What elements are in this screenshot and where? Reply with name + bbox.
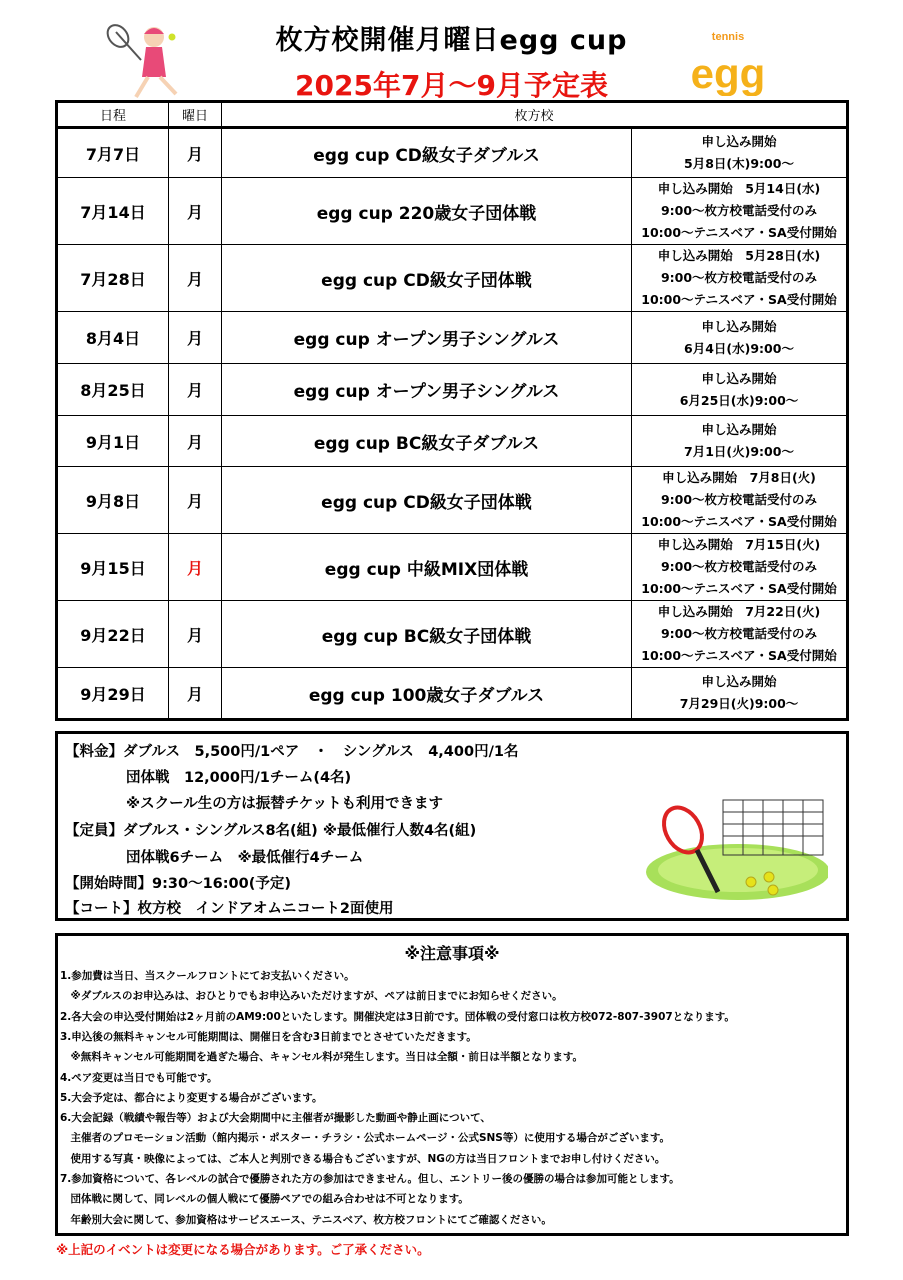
registration-line: 申し込み開始 7月8日(火)	[662, 470, 816, 485]
row-date: 7月28日	[57, 245, 169, 312]
row-registration-info	[632, 178, 848, 245]
row-registration-info	[632, 467, 848, 534]
notice-line: 3.申込後の無料キャンセル可能期間は、開催日を含む3日前までとさせていただきます。	[60, 1030, 477, 1043]
row-event: egg cup オープン男子シングルス	[222, 312, 632, 364]
notice-line: 2.各大会の申込受付開始は2ヶ月前のAM9:00といたします。開催決定は3日前です。団体戦の受付窓口は枚方校072-807-3907となります。	[60, 1010, 735, 1023]
page-subtitle: 2025年7月～9月予定表	[295, 69, 608, 102]
registration-line: 6月25日(水)9:00～	[679, 392, 799, 408]
capacity-team-line: 団体戦6チーム ※最低催行4チーム	[126, 850, 364, 866]
row-event: egg cup CD級女子団体戦	[222, 467, 632, 534]
row-event: egg cup BC級女子団体戦	[222, 601, 632, 668]
registration-line: 申し込み開始	[701, 134, 777, 149]
tennis-player-illustration	[106, 22, 196, 102]
notice-line: 4.ペア変更は当日でも可能です。	[60, 1071, 218, 1084]
notice-line: ※ダブルスのお申込みは、おひとりでもお申込みいただけますが、ペアは前日までにお知らせください。	[60, 990, 563, 1003]
table-row	[57, 601, 848, 668]
row-date: 9月8日	[57, 467, 169, 534]
table-row	[57, 467, 848, 534]
table-row	[57, 534, 848, 601]
table-row	[57, 416, 848, 467]
page-title: 枚方校開催月曜日egg cup	[275, 25, 628, 56]
fee-team-line: 団体戦 12,000円/1チーム(4名)	[126, 770, 352, 786]
court-line: 【コート】枚方校 インドアオムニコート2面使用	[65, 901, 394, 917]
row-event: egg cup 220歳女子団体戦	[222, 178, 632, 245]
registration-line: 10:00～テニスベア・SA受付開始	[641, 292, 837, 307]
column-header-school: 枚方校	[222, 102, 848, 128]
fee-note-line: ※スクール生の方は振替チケットも利用できます	[126, 796, 443, 812]
row-day: 月	[169, 178, 222, 245]
registration-line: 申し込み開始	[701, 674, 777, 689]
notice-heading: ※注意事項※	[404, 944, 500, 963]
row-date: 9月22日	[57, 601, 169, 668]
fee-line: 【料金】ダブルス 5,500円/1ペア ・ シングルス 4,400円/1名	[65, 744, 519, 760]
table-row	[57, 364, 848, 416]
registration-line: 10:00～テニスベア・SA受付開始	[641, 514, 837, 529]
row-registration-info	[632, 416, 848, 467]
row-day: 月	[169, 245, 222, 312]
registration-line: 9:00～枚方校電話受付のみ	[660, 203, 818, 218]
registration-line: 申し込み開始	[701, 370, 777, 386]
row-event: egg cup CD級女子団体戦	[222, 245, 632, 312]
capacity-line: 【定員】ダブルス・シングルス8名(組) ※最低催行人数4名(組)	[65, 823, 477, 839]
row-day: 月	[169, 364, 222, 416]
row-day: 月	[169, 534, 222, 601]
notice-line: 使用する写真・映像によっては、ご本人と判別できる場合もございますが、NGの方は当日フロントまでお申し付けください。	[60, 1152, 666, 1165]
notice-line: ※無料キャンセル可能期間を過ぎた場合、キャンセル料が発生します。当日は全額・前日は半額となります。	[60, 1051, 584, 1064]
notice-line: 7.参加資格について、各レベルの試合で優勝された方の参加はできません。但し、エントリー後の優勝の場合は参加可能とします。	[60, 1173, 680, 1185]
row-event: egg cup BC級女子ダブルス	[222, 416, 632, 467]
registration-line: 7月29日(火)9:00～	[679, 696, 799, 711]
notice-line: 年齢別大会に関して、参加資格はサービスエース、テニスベア、枚方校フロントにてご確認ください。	[60, 1213, 552, 1226]
notice-line: 主催者のプロモーション活動（館内掲示・ポスター・チラシ・公式ホームページ・公式SNS等）に使用する場合がございます。	[60, 1132, 671, 1145]
svg-text:tennis: tennis	[711, 31, 745, 43]
registration-line: 申し込み開始 7月15日(火)	[657, 537, 821, 552]
row-registration-info	[632, 128, 848, 178]
egg-logo-icon	[688, 26, 768, 96]
column-header-date: 日程	[57, 102, 169, 128]
registration-line: 9:00～枚方校電話受付のみ	[660, 492, 818, 507]
registration-line: 申し込み開始 5月14日(水)	[657, 181, 821, 196]
registration-line: 申し込み開始	[701, 318, 777, 334]
table-row	[57, 128, 848, 178]
row-day: 月	[169, 601, 222, 668]
row-registration-info	[632, 364, 848, 416]
registration-line: 10:00～テニスベア・SA受付開始	[641, 648, 837, 663]
registration-line: 9:00～枚方校電話受付のみ	[660, 626, 818, 641]
registration-line: 申し込み開始	[701, 422, 777, 437]
notice-line: 6.大会記録（戦績や報告等）および大会期間中に主催者が撮影した動画や静止画について、	[60, 1112, 491, 1125]
registration-line: 9:00～枚方校電話受付のみ	[660, 559, 818, 574]
svg-text:egg: egg	[690, 50, 766, 96]
registration-line: 7月1日(火)9:00～	[684, 444, 794, 459]
row-date: 8月4日	[57, 312, 169, 364]
tennis-court-illustration	[643, 792, 828, 902]
row-registration-info	[632, 534, 848, 601]
row-registration-info	[632, 601, 848, 668]
table-header-row	[57, 102, 848, 128]
row-registration-info	[632, 312, 848, 364]
row-registration-info	[632, 668, 848, 720]
registration-line: 9:00～枚方校電話受付のみ	[660, 270, 818, 285]
table-row	[57, 668, 848, 720]
row-date: 7月7日	[57, 128, 169, 178]
row-registration-info	[632, 245, 848, 312]
row-date: 7月14日	[57, 178, 169, 245]
info-box	[55, 731, 849, 921]
registration-line: 5月8日(木)9:00～	[684, 156, 794, 171]
row-event: egg cup 中級MIX団体戦	[222, 534, 632, 601]
row-event: egg cup オープン男子シングルス	[222, 364, 632, 416]
notice-line: 5.大会予定は、都合により変更する場合がございます。	[60, 1091, 323, 1104]
table-row	[57, 312, 848, 364]
row-day: 月	[169, 128, 222, 178]
registration-line: 申し込み開始 5月28日(水)	[657, 248, 821, 263]
column-header-day: 曜日	[169, 102, 222, 128]
row-day: 月	[169, 467, 222, 534]
schedule-table	[55, 100, 849, 721]
registration-line: 6月4日(水)9:00～	[684, 340, 794, 356]
row-date: 8月25日	[57, 364, 169, 416]
row-day: 月	[169, 416, 222, 467]
notice-box	[55, 933, 849, 1236]
table-row	[57, 178, 848, 245]
row-date: 9月29日	[57, 668, 169, 720]
registration-line: 申し込み開始 7月22日(火)	[657, 604, 821, 619]
registration-line: 10:00～テニスベア・SA受付開始	[641, 225, 837, 240]
row-event: egg cup 100歳女子ダブルス	[222, 668, 632, 720]
row-date: 9月1日	[57, 416, 169, 467]
footer-disclaimer: ※上記のイベントは変更になる場合があります。ご了承ください。	[56, 1242, 430, 1257]
row-date: 9月15日	[57, 534, 169, 601]
registration-line: 10:00～テニスベア・SA受付開始	[641, 581, 837, 596]
notice-line: 1.参加費は当日、当スクールフロントにてお支払いください。	[60, 970, 355, 982]
row-event: egg cup CD級女子ダブルス	[222, 128, 632, 178]
egg-tennis-logo	[688, 26, 768, 96]
notice-line: 団体戦に関して、同レベルの個人戦にて優勝ペアでの組み合わせは不可となります。	[60, 1193, 469, 1206]
row-day: 月	[169, 668, 222, 720]
start-time-line: 【開始時間】9:30～16:00(予定)	[65, 876, 291, 892]
table-row	[57, 245, 848, 312]
row-day: 月	[169, 312, 222, 364]
